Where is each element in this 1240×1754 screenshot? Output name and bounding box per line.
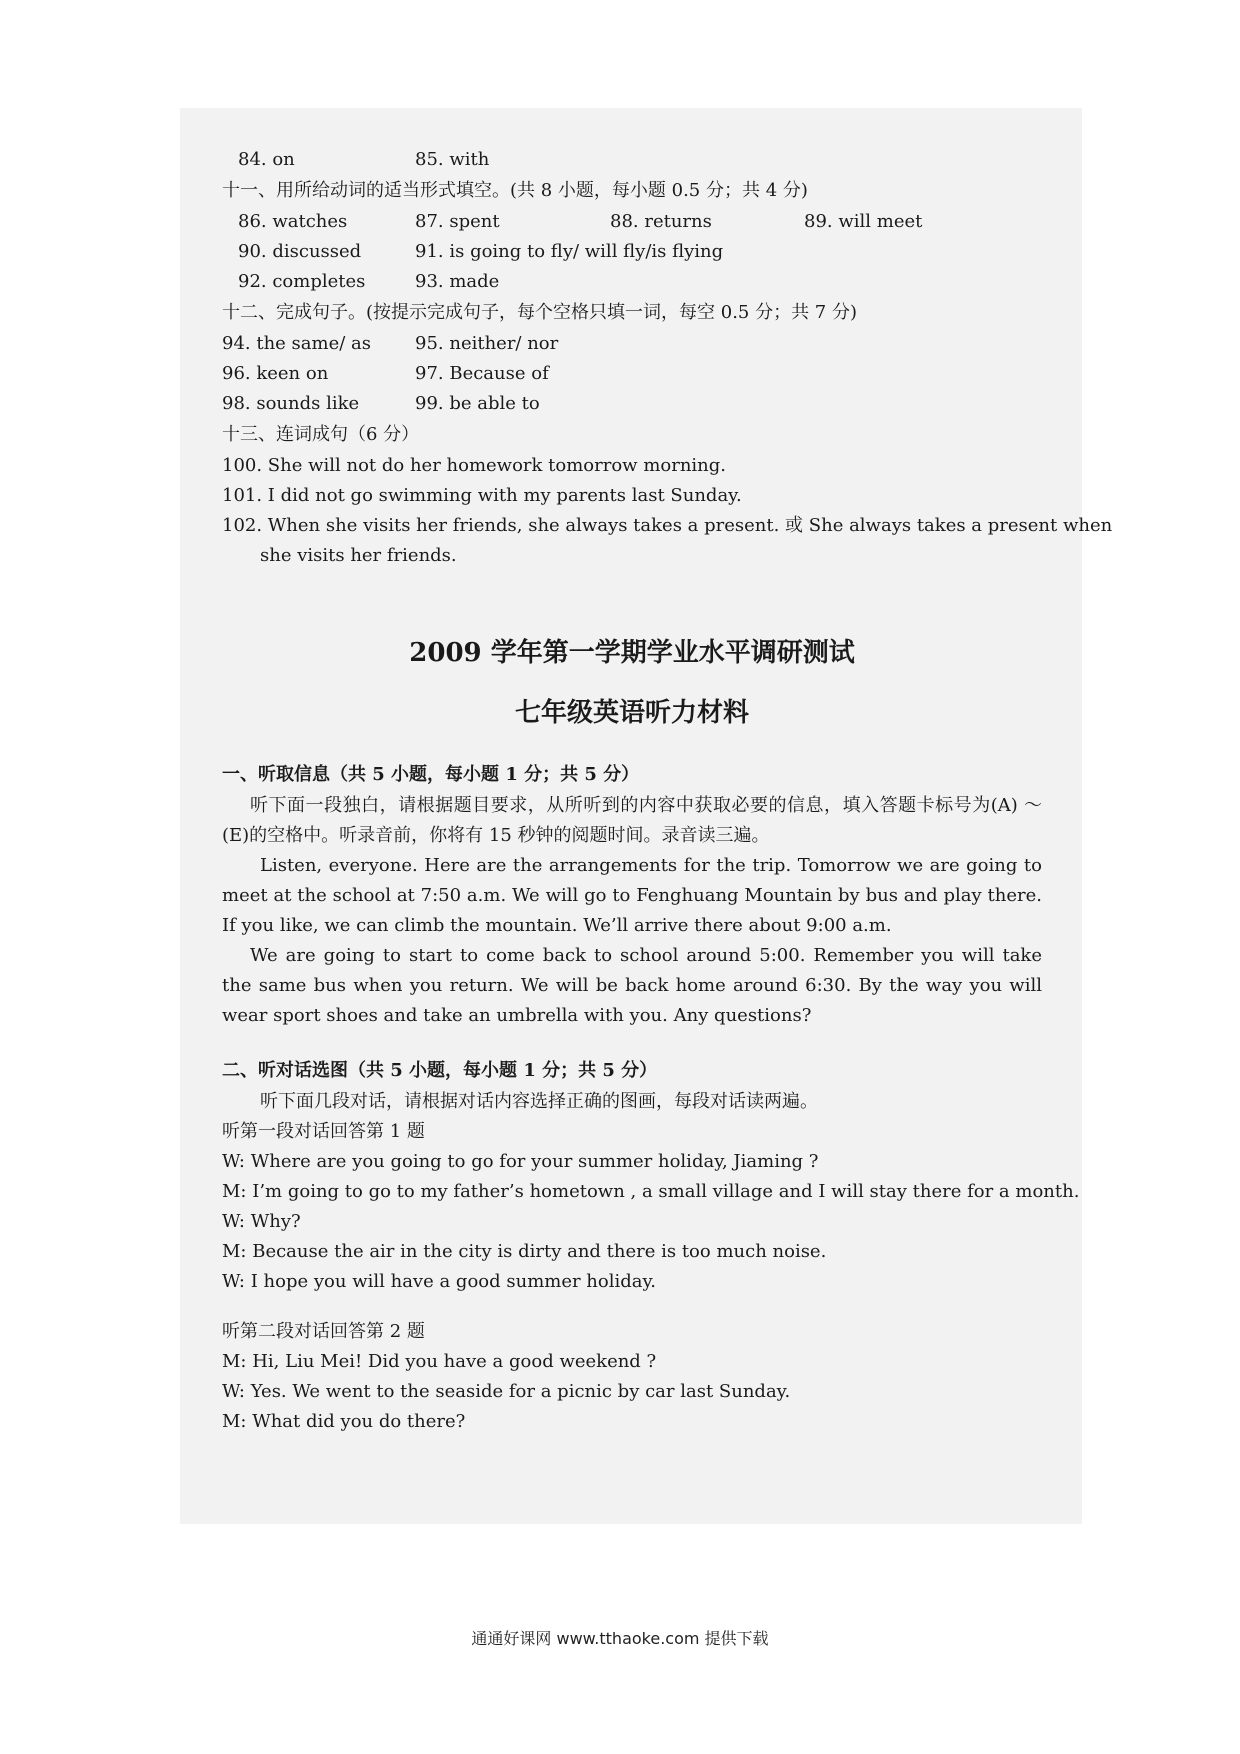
dialogue-line: W: Where are you going to go for your summer holiday, Jiaming ? <box>222 1151 819 1172</box>
section-heading: 十二、完成句子。(按提示完成句子，每个空格只填一词，每空 0.5 分；共 7 分) <box>222 302 858 323</box>
answer-row <box>222 329 1042 359</box>
answer-item: 95. neither/ nor <box>415 333 559 354</box>
dialogue-line: W: Yes. We went to the seaside for a picnic by car last Sunday. <box>222 1381 791 1402</box>
dialogue-line: M: Because the air in the city is dirty and there is too much noise. <box>222 1241 827 1262</box>
instruction-text: 听下面几段对话，请根据对话内容选择正确的图画，每段对话读两遍。 <box>260 1091 818 1112</box>
answer-row <box>222 267 1042 297</box>
monologue-paragraph: Listen, everyone. Here are the arrangements for the trip. Tomorrow we are going to meet at the school at 7:50 a.m. We will go to Fenghuang Mountain by bus and play there. If you like, we can climb the mountain. We’ll arrive there about 9:00 a.m. <box>222 855 1042 936</box>
answer-item: 96. keen on <box>222 363 329 384</box>
dialogue-title: 听第一段对话回答第 1 题 <box>222 1121 425 1142</box>
answer-item: 93. made <box>415 271 500 292</box>
answer-item: 92. completes <box>238 271 366 292</box>
section-heading: 十一、用所给动词的适当形式填空。(共 8 小题，每小题 0.5 分；共 4 分) <box>222 180 808 201</box>
answer-sentence: 101. I did not go swimming with my parents last Sunday. <box>222 485 742 506</box>
answer-sentence: 100. She will not do her homework tomorrow morning. <box>222 455 727 476</box>
answer-item: 98. sounds like <box>222 393 360 414</box>
answer-item: 86. watches <box>238 211 348 232</box>
answer-sentence: she visits her friends. <box>260 545 457 566</box>
answer-item: 88. returns <box>610 211 712 232</box>
answer-row <box>222 237 1042 267</box>
answer-row <box>222 359 1042 389</box>
answer-item: 99. be able to <box>415 393 540 414</box>
dialogue-line: M: What did you do there? <box>222 1411 466 1432</box>
section-heading: 二、听对话选图（共 5 小题，每小题 1 分；共 5 分） <box>222 1060 658 1081</box>
dialogue-line: W: Why? <box>222 1211 301 1232</box>
answer-item: 91. is going to fly/ will fly/is flying <box>415 241 724 262</box>
exam-title: 2009 学年第一学期学业水平调研测试 <box>409 638 855 668</box>
exam-subtitle: 七年级英语听力材料 <box>514 698 749 728</box>
section-heading: 一、听取信息（共 5 小题，每小题 1 分；共 5 分） <box>222 764 640 785</box>
answer-item: 97. Because of <box>415 363 549 384</box>
dialogue-title: 听第二段对话回答第 2 题 <box>222 1321 425 1342</box>
answer-item: 84. on <box>238 149 295 170</box>
answer-row <box>222 145 1042 175</box>
dialogue-line: W: I hope you will have a good summer holiday. <box>222 1271 657 1292</box>
answer-item: 89. will meet <box>804 211 923 232</box>
footer-credit: 通通好课网 www.tthaoke.com 提供下载 <box>471 1629 769 1648</box>
dialogue-line: M: Hi, Liu Mei! Did you have a good weekend ? <box>222 1351 657 1372</box>
answer-item: 94. the same/ as <box>222 333 371 354</box>
answer-item: 85. with <box>415 149 490 170</box>
section-heading: 十三、连词成句（6 分） <box>222 424 420 445</box>
instruction-text: 听下面一段独白，请根据题目要求，从所听到的内容中获取必要的信息，填入答题卡标号为(A) ～(E)的空格中。听录音前，你将有 15 秒钟的阅题时间。录音读三遍。 <box>222 795 1042 846</box>
document-content <box>222 145 1113 1437</box>
dialogue-line: M: I’m going to go to my father’s hometown , a small village and I will stay there for a month. <box>222 1181 1080 1202</box>
answer-item: 87. spent <box>415 211 500 232</box>
answer-item: 90. discussed <box>238 241 362 262</box>
answer-row <box>222 389 1042 419</box>
answer-sentence: 102. When she visits her friends, she always takes a present. 或 She always takes a present when <box>222 515 1113 536</box>
monologue-paragraph: We are going to start to come back to school around 5:00. Remember you will take the same bus when you return. We will be back home around 6:30. By the way you will wear sport shoes and take an umbrella with you. Any questions? <box>222 945 1042 1026</box>
answer-row <box>222 207 1042 237</box>
